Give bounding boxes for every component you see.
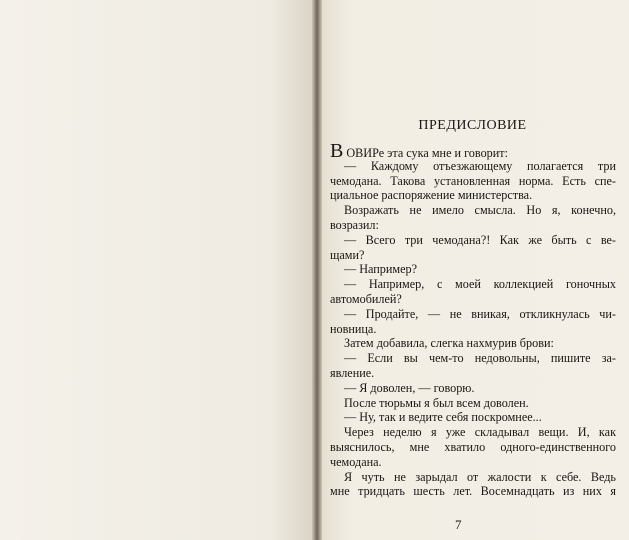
text-line-content: Я чуть не зарыдал от жалости к себе. Ведь [344, 469, 616, 484]
text-line [330, 440, 616, 455]
text-line [330, 366, 616, 381]
text-line [330, 470, 616, 485]
text-line [330, 248, 616, 263]
text-line [330, 159, 616, 174]
text-line-content: — Продайте, — не вникая, откликнулась чи- [344, 306, 616, 321]
text-line [330, 396, 616, 411]
drop-cap: В [330, 140, 344, 162]
text-line-content: — Если вы чем-то недовольны, пишите за- [344, 351, 616, 366]
text-line [330, 277, 616, 292]
text-line [330, 336, 616, 351]
text-line-content: ОВИРе эта сука мне и говорит: [346, 146, 508, 160]
text-line-content: Через неделю я уже складывал вещи. И, как [344, 425, 616, 440]
text-line-content: циальное распоряжение министерства. [330, 188, 533, 203]
text-line-content: автомобилей? [330, 291, 402, 306]
text-line [330, 174, 616, 189]
text-line-content: выяснилось, мне хватило одного-единственного [330, 439, 616, 454]
text-line-content: Затем добавила, слегка нахмурив брови: [344, 336, 554, 351]
text-line-content: чемодана. Такова установленная норма. Есть спе- [330, 173, 616, 188]
text-line [330, 140, 616, 162]
text-line-content: Возражать не имело смысла. Но я, конечно, [344, 203, 616, 218]
text-line-content: — Ну, так и ведите себя поскромнее... [344, 410, 542, 425]
body-text [330, 140, 616, 499]
text-line [330, 455, 616, 470]
text-line-content: — Например? [344, 262, 418, 277]
text-line [330, 410, 616, 425]
text-line-content: — Например, с моей коллекцией гоночных [344, 277, 616, 292]
text-line [330, 292, 616, 307]
text-line [330, 203, 616, 218]
text-line [330, 322, 616, 337]
book-gutter [312, 0, 322, 540]
text-line [330, 233, 616, 248]
text-line-content: щами? [330, 247, 365, 262]
chapter-title: ПРЕДИСЛОВИЕ [418, 118, 527, 133]
text-line-content: возразил: [330, 217, 379, 232]
text-line-content: явление. [330, 365, 375, 380]
text-line-content: После тюрьмы я был всем доволен. [344, 395, 529, 410]
text-line [330, 381, 616, 396]
text-line-content: чемодана. [330, 454, 382, 469]
text-line-content: мне тридцать шесть лет. Восемнадцать из них я [330, 484, 616, 499]
page-number: 7 [455, 517, 462, 532]
text-line [330, 425, 616, 440]
text-line-content: новница. [330, 321, 377, 336]
text-line [330, 484, 616, 499]
text-line [330, 307, 616, 322]
text-line-content: — Всего три чемодана?! Как же быть с ве- [344, 232, 616, 247]
text-line-content: — Я доволен, — говорю. [344, 380, 475, 395]
text-line-content: — Каждому отъезжающему полагается три [344, 158, 616, 173]
text-line [330, 218, 616, 233]
text-line [330, 188, 616, 203]
text-line [330, 351, 616, 366]
text-line [330, 262, 616, 277]
